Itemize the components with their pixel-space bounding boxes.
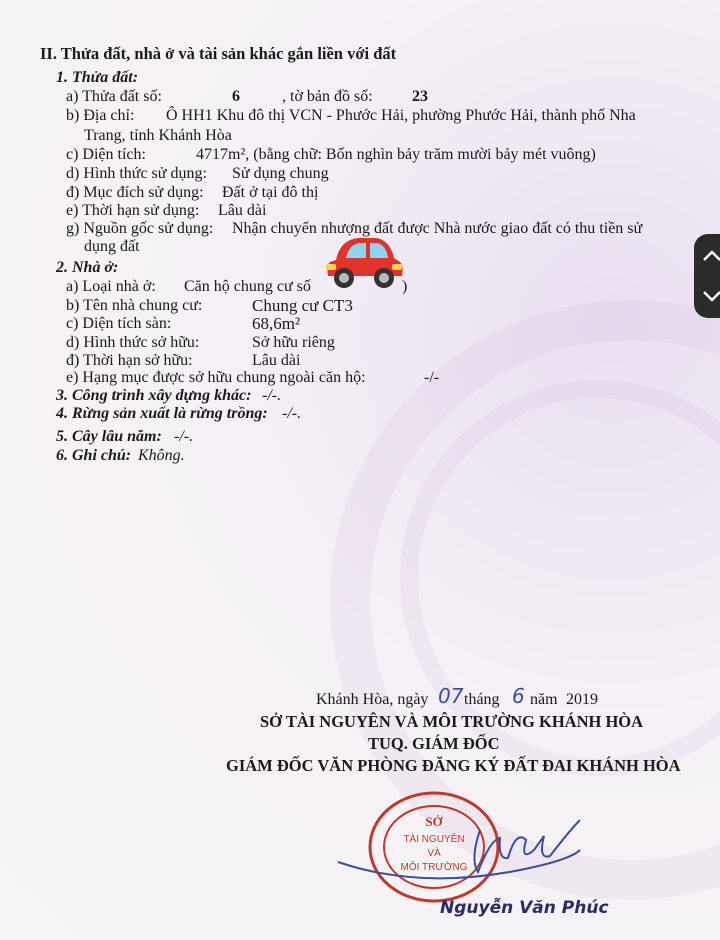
red-car-emoji-icon [322, 230, 406, 294]
floor-area-label: c) Diện tích sàn: [66, 315, 172, 332]
parcel-label: a) Thửa đất số: [66, 88, 162, 105]
use-form-value: Sử dụng chung [232, 165, 329, 182]
house-heading: 2. Nhà ở: [56, 259, 119, 276]
svg-text:TÀI NGUYÊN: TÀI NGUYÊN [403, 834, 465, 845]
other-works-value: -/-. [262, 387, 282, 404]
shared-items-value: -/- [424, 369, 440, 386]
forest-label: 4. Rừng sản xuất là rừng trồng: [56, 405, 268, 422]
handwritten-signature [330, 800, 590, 890]
perennial-value: -/-. [174, 428, 194, 445]
house-type-value: Căn hộ chung cư số [184, 278, 311, 295]
date-day: 07 [438, 684, 464, 708]
term-label: e) Thời hạn sử dụng: [66, 202, 200, 219]
authorization-title: TUQ. GIÁM ĐỐC [368, 734, 500, 753]
svg-text:VÀ: VÀ [427, 848, 441, 859]
ownership-label: d) Hình thức sở hữu: [66, 334, 200, 351]
date-month: 6 [512, 684, 525, 708]
svg-text:SỞ: SỞ [425, 814, 443, 829]
signer-name: Nguyễn Văn Phúc [440, 898, 609, 918]
scroll-control[interactable] [694, 234, 720, 318]
building-value: Chung cư CT3 [252, 296, 353, 315]
house-type-suffix: ) [402, 278, 408, 295]
issuing-organization: SỞ TÀI NGUYÊN VÀ MÔI TRƯỜNG KHÁNH HÒA [260, 712, 644, 731]
notes-label: 6. Ghi chú: [56, 447, 132, 464]
map-label: , tờ bản đồ số: [282, 88, 373, 105]
own-term-value: Lâu dài [252, 352, 301, 369]
map-number: 23 [412, 88, 428, 105]
ownership-value: Sở hữu riêng [252, 334, 335, 351]
land-heading: 1. Thửa đất: [56, 69, 139, 86]
origin-value-line-2: dụng đất [84, 238, 140, 255]
purpose-label: đ) Mục đích sử dụng: [66, 184, 204, 201]
purpose-value: Đất ở tại đô thị [222, 184, 319, 201]
area-value: 4717m², (bằng chữ: Bốn nghìn bảy trăm mười bảy mét vuông) [196, 146, 596, 163]
year-label: năm [530, 691, 558, 708]
house-type-label: a) Loại nhà ở: [66, 278, 156, 295]
place-date-prefix: Khánh Hòa, ngày [316, 691, 429, 708]
own-term-label: đ) Thời hạn sở hữu: [66, 352, 193, 369]
term-value: Lâu dài [218, 202, 267, 219]
svg-text:MÔI TRƯỜNG: MÔI TRƯỜNG [400, 862, 468, 873]
shared-items-label: e) Hạng mục được sở hữu chung ngoài căn hộ: [66, 369, 366, 386]
use-form-label: d) Hình thức sử dụng: [66, 165, 207, 182]
address-label: b) Địa chỉ: [66, 107, 135, 124]
other-works-label: 3. Công trình xây dựng khác: [56, 387, 252, 404]
area-label: c) Diện tích: [66, 146, 146, 163]
address-line-1: Ô HH1 Khu đô thị VCN - Phước Hải, phường Phước Hải, thành phố Nha [166, 107, 636, 124]
origin-value-line-1: Nhận chuyển nhượng đất được Nhà nước giao đất có thu tiền sử [232, 220, 643, 237]
parcel-number: 6 [232, 88, 240, 105]
address-line-2: Trang, tỉnh Khánh Hòa [84, 127, 232, 144]
origin-label: g) Nguồn gốc sử dụng: [66, 220, 214, 237]
date-year: 2019 [566, 691, 598, 708]
section-title: II. Thửa đất, nhà ở và tài sản khác gắn liền với đất [40, 44, 397, 63]
perennial-label: 5. Cây lâu năm: [56, 428, 162, 445]
building-label: b) Tên nhà chung cư: [66, 297, 203, 314]
director-title: GIÁM ĐỐC VĂN PHÒNG ĐĂNG KÝ ĐẤT ĐAI KHÁNH HÒA [226, 756, 681, 775]
month-label: tháng [464, 691, 500, 708]
floor-area-value: 68,6m² [252, 314, 301, 333]
notes-value: Không. [138, 447, 185, 464]
forest-value: -/-. [282, 405, 302, 422]
chevron-up-down-icon [698, 234, 720, 318]
